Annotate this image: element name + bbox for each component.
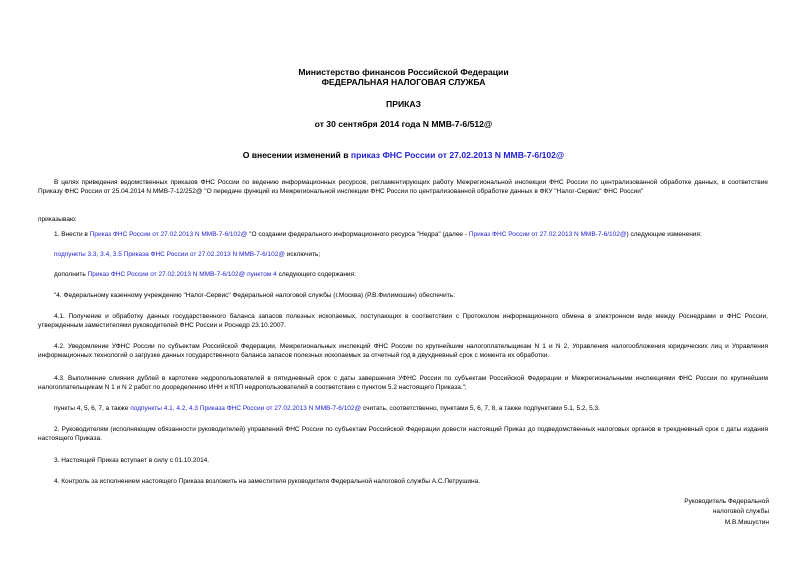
exclude-text: исключить; [284, 251, 321, 258]
document-subject [0, 150, 807, 160]
subject-prefix: О внесении изменений в [242, 150, 351, 160]
document-type: ПРИКАЗ [386, 99, 421, 109]
exclude-paragraph [38, 250, 768, 259]
document-date-number: от 30 сентября 2014 года N ММВ-7-6/512@ [314, 119, 493, 129]
item-4-paragraph: "4. Федеральному казенному учреждению "Налог-Сервис" Федеральной налоговой службы (г.Москва) (Р.В.Филимошин) обеспечить: [54, 292, 455, 299]
item-1-link-order[interactable]: Приказ ФНС России от 27.02.2013 N ММВ-7-6/102@ [89, 231, 248, 238]
item-3-paragraph: 3. Настоящий Приказ вступает в силу с 01.10.2014. [54, 457, 210, 464]
supplement-link[interactable]: Приказ ФНС России от 27.02.2013 N ММВ-7-6/102@ пунктом 4 [87, 271, 277, 278]
supplement-paragraph [38, 270, 768, 279]
renumber-link[interactable]: подпункты 4.1, 4.2, 4.3 Приказа ФНС России от 27.02.2013 N ММВ-7-6/102@ [130, 405, 362, 412]
item-4-3-paragraph: 4.3. Выполнение слияния дублей в картотеке недропользователей в пятидневный срок с даты завершения УФНС России по субъектам Российской Федерации и Межрегиональными инспекциями ФНС России по крупнейшим налогоплательщикам N 1 и N 2 работ по дооределению ИНН и КПП недропользователей в соответствии с пунктом 5.2 настоящего Приказа."; [38, 375, 768, 391]
item-1-text-a: 1. Внести в [54, 231, 90, 238]
item-4-control-paragraph: 4. Контроль за исполнением настоящего Приказа возложить на заместителя руководителя Федеральной налоговой службы А.С.Петрушина. [54, 478, 481, 485]
renumber-text-a: пункты 4, 5, 6, 7, а также [54, 405, 131, 412]
signature-name: М.В.Мишустин [724, 519, 769, 526]
orders-paragraph: приказываю: [38, 216, 77, 223]
item-4-2-paragraph: 4.2. Уведомление УФНС России по субъектам Российской Федерации, Межрегиональных инспекций ФНС России по крупнейшим налогоплательщикам N 1 и N 2, Управления налогообложения юридических лиц и Управления информационных технологий о загрузке данных государственного баланса запасов полезных ископаемых за отчетный год в двухдневный срок с момента их обработки. [38, 343, 768, 359]
subject-link[interactable]: приказ ФНС России от 27.02.2013 N ММВ-7-6/102@ [350, 150, 565, 160]
ministry-name: Министерство финансов Российской Федерации [298, 67, 509, 77]
renumber-text-b: считать, соответственно, пунктами 5, 6, 7, 8, а также подпунктами 5.1, 5.2, 5.3. [361, 405, 600, 412]
signature-position: Руководитель Федеральной [684, 498, 769, 505]
item-1-text-c: ) следующие изменения: [626, 231, 702, 238]
supplement-text-b: следующего содержания: [276, 271, 356, 278]
exclude-link[interactable]: подпункты 3.3, 3.4, 3.5 Приказа ФНС России от 27.02.2013 N ММВ-7-6/102@ [54, 251, 285, 258]
preamble-paragraph: В целях приведения ведомственных приказов ФНС России по ведению информационных ресурсов, регламентирующих работу Межрегиональной инспекции ФНС России по централизованной обработке данных, в соответствие Приказу ФНС России от 25.04.2014 N ММВ-7-12/252@ "О передаче функций из Межрегиональной инспекции ФНС России по централизованной обработке данных в ФКУ "Налог-Сервис" ФНС России" [38, 179, 768, 195]
item-4-1-paragraph: 4.1. Получение и обработку данных государственного баланса запасов полезных ископаемых, поступающих в соответствии с Протоколом информационного обмена в электронном виде между Роснедрами и ФНС России, утвержденным заместителями руководителей ФНС России и Роснедр 23.10.2007. [38, 313, 768, 329]
supplement-text-a: дополнить [54, 271, 88, 278]
signature-organization: налоговой службы [712, 508, 769, 515]
service-name: ФЕДЕРАЛЬНАЯ НАЛОГОВАЯ СЛУЖБА [321, 77, 486, 87]
renumber-paragraph [38, 404, 768, 413]
item-1-text-b: "О создании федерального информационного ресурса "Недра" (далее - [247, 231, 469, 238]
item-2-paragraph: 2. Руководителям (исполняющим обязанности руководителей) управлений ФНС России по субъектам Российской Федерации довести настоящий Приказ до подведомственных налоговых органов в трехдневный срок с даты издания настоящего Приказа. [38, 426, 768, 442]
item-1-link-order-short[interactable]: Приказ ФНС России от 27.02.2013 N ММВ-7-6/102@ [468, 231, 627, 238]
item-1-paragraph [38, 230, 768, 239]
